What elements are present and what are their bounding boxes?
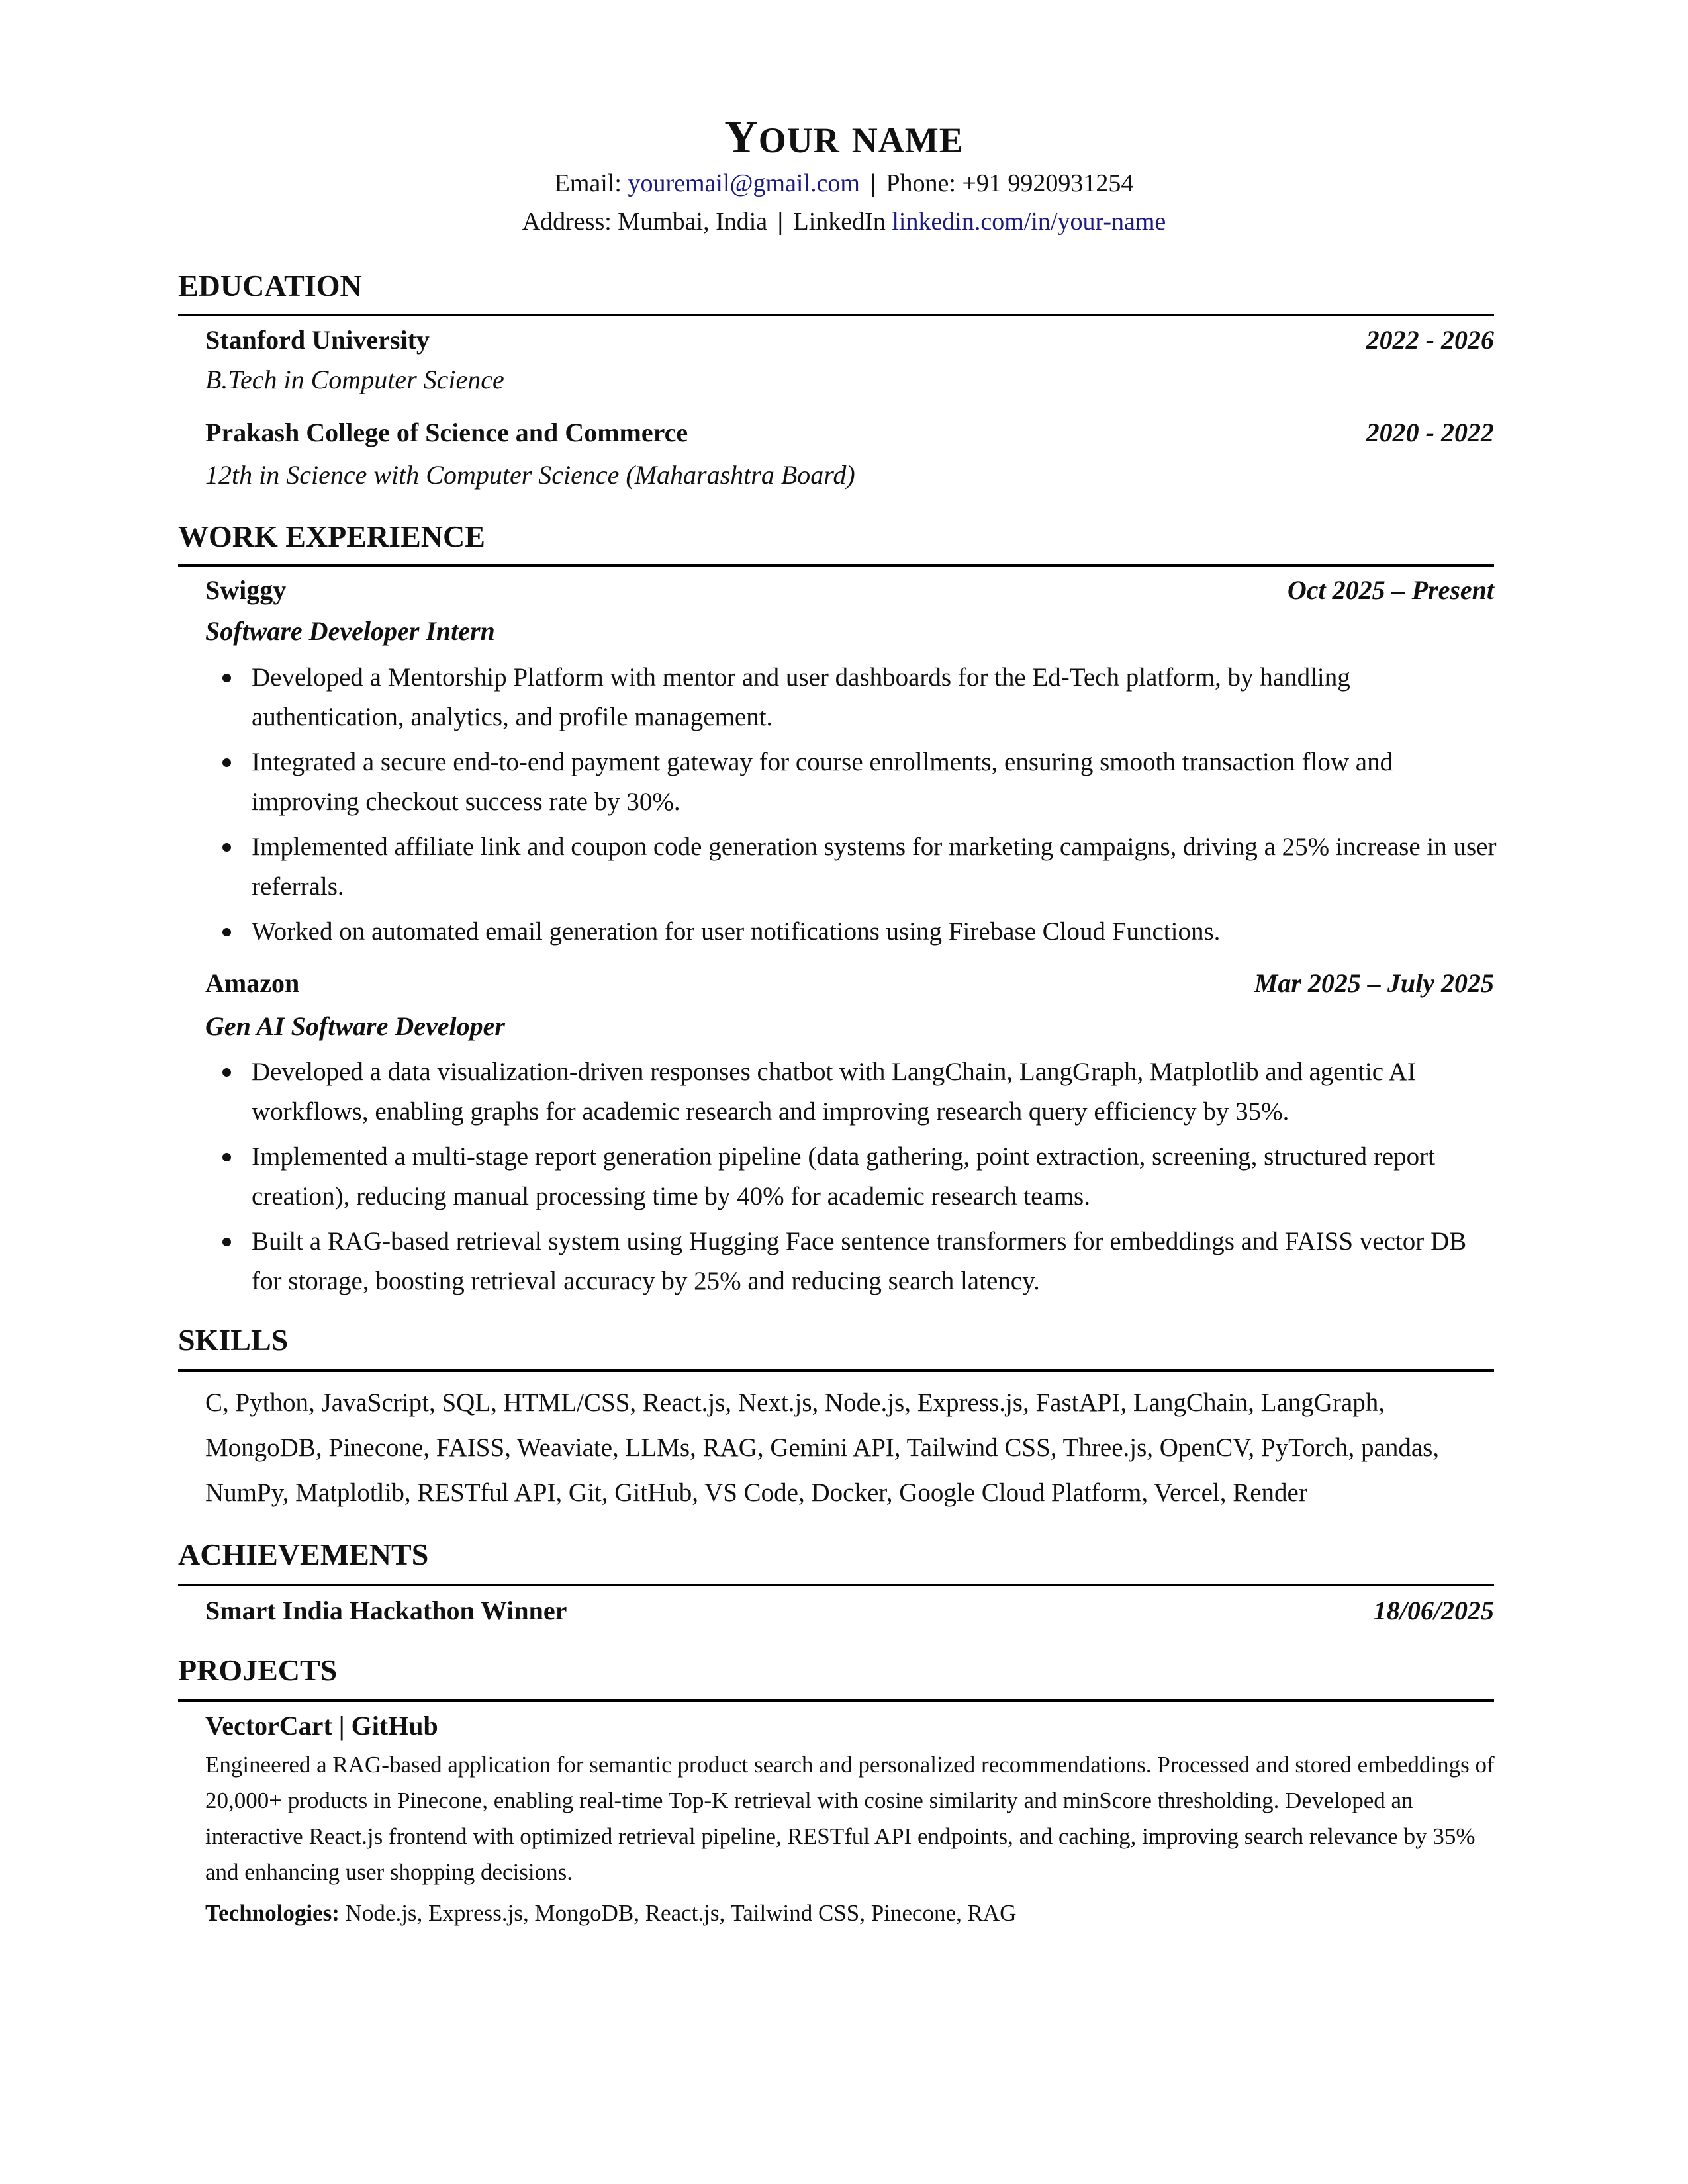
linkedin-link[interactable]: linkedin.com/in/your-name [892, 208, 1166, 236]
section-title-skills: SKILLS [178, 1323, 289, 1357]
linkedin-label: LinkedIn [793, 208, 886, 236]
achievement-entry [205, 1595, 1494, 1626]
company-name: Amazon [205, 968, 300, 998]
bullet-list [205, 1052, 1503, 1306]
name-rest: OUR [758, 120, 840, 160]
project-title [205, 1710, 438, 1741]
degree: B.Tech in Computer Science [205, 365, 504, 394]
bullet-text: Developed a Mentorship Platform with mentor and user dashboards for the Ed-Tech platform, by handling authentication, analytics, and profile management. [252, 663, 1350, 731]
achievement-date: 18/06/2025 [1373, 1596, 1494, 1625]
bullet-icon [222, 758, 231, 767]
contact-line-2 [0, 207, 1688, 236]
github-link[interactable]: GitHub [351, 1711, 438, 1741]
bullet-icon [222, 1153, 231, 1161]
bullet-item [205, 658, 1503, 737]
experience-entry [205, 574, 1494, 606]
bullet-icon [222, 843, 231, 852]
bullet-list [205, 658, 1503, 957]
education-entry [205, 324, 1494, 355]
achievement-name: Smart India Hackathon Winner [205, 1596, 567, 1625]
bullet-icon [222, 928, 231, 936]
bullet-item [205, 743, 1503, 822]
email-link[interactable]: youremail@gmail.com [628, 169, 860, 197]
experience-dates: Mar 2025 – July 2025 [1254, 968, 1494, 998]
bullet-item [205, 827, 1503, 907]
bullet-text: Implemented a multi-stage report generation pipeline (data gathering, point extraction, screening, structured report creation), reducing manual processing time by 40% for academic research teams. [252, 1142, 1435, 1210]
section-rule [178, 1584, 1494, 1586]
company-name: Swiggy [205, 575, 287, 605]
education-dates: 2020 - 2022 [1366, 418, 1494, 447]
experience-dates: Oct 2025 – Present [1287, 575, 1494, 605]
education-entry [205, 417, 1494, 448]
separator: | [870, 169, 876, 197]
section-title-experience: WORK EXPERIENCE [178, 520, 485, 553]
bullet-item [205, 1222, 1503, 1301]
separator: | [777, 208, 784, 236]
bullet-text: Implemented affiliate link and coupon code generation systems for marketing campaigns, driving a 25% increase in user referrals. [252, 833, 1497, 901]
school-name: Stanford University [205, 325, 430, 355]
school-name: Prakash College of Science and Commerce [205, 418, 688, 447]
education-dates: 2022 - 2026 [1366, 325, 1494, 355]
bullet-item [205, 1052, 1503, 1132]
address-label: Address: [522, 208, 612, 236]
bullet-icon [222, 1238, 231, 1246]
bullet-text: Integrated a secure end-to-end payment gateway for course enrollments, ensuring smooth transaction flow and improving checkout success rate by 30%. [252, 748, 1393, 816]
job-role: Gen AI Software Developer [205, 1011, 505, 1041]
experience-entry [205, 968, 1494, 999]
address-value: Mumbai, India [618, 208, 768, 236]
project-description: Engineered a RAG-based application for semantic product search and personalized recommendations. Processed and stored embeddings of 20,000+ products in Pinecone, enabling real-time Top-K retrieval with cosine similarity and minScore thresholding. Developed an interactive React.js frontend with optimized retrieval pipeline, RESTful API endpoints, and caching, improving search relevance by 35% and enhancing user shopping decisions. [205, 1752, 1495, 1885]
bullet-text: Built a RAG-based retrieval system using Hugging Face sentence transformers for embeddings and FAISS vector DB for storage, boosting retrieval accuracy by 25% and reducing search latency. [252, 1227, 1467, 1295]
phone-label: Phone: [886, 169, 956, 197]
skills-list: C, Python, JavaScript, SQL, HTML/CSS, React.js, Next.js, Node.js, Express.js, FastAPI, LangChain, LangGraph, MongoDB, Pinecone, FAISS, Weaviate, LLMs, RAG, Gemini API, Tailwind CSS, Three.js, OpenCV, PyTorch, pandas, NumPy, Matplotlib, RESTful API, Git, GitHub, VS Code, Docker, Google Cloud Platform, Vercel, Render [205, 1388, 1440, 1507]
project-name: VectorCart [205, 1711, 332, 1741]
section-rule [178, 1699, 1494, 1702]
phone-value: +91 9920931254 [962, 169, 1134, 197]
bullet-text: Worked on automated email generation for user notifications using Firebase Cloud Functions. [252, 917, 1221, 946]
name-last: NAME [851, 120, 964, 160]
bullet-text: Developed a data visualization-driven responses chatbot with LangChain, LangGraph, Matplotlib and agentic AI workflows, enabling graphs for academic research and improving research query efficiency by 35%. [252, 1058, 1416, 1126]
bullet-item [205, 1137, 1503, 1216]
separator: | [338, 1711, 345, 1741]
technologies-label: Technologies: [205, 1900, 340, 1926]
section-title-achievements: ACHIEVEMENTS [178, 1537, 429, 1571]
section-title-projects: PROJECTS [178, 1653, 338, 1687]
section-rule [178, 564, 1494, 567]
project-technologies [205, 1900, 1016, 1927]
degree: 12th in Science with Computer Science (Maharashtra Board) [205, 460, 855, 490]
contact-line-1 [0, 169, 1688, 198]
bullet-icon [222, 1068, 231, 1077]
name-initial: Y [724, 112, 759, 163]
section-rule [178, 314, 1494, 316]
email-label: Email: [554, 169, 622, 197]
section-title-education: EDUCATION [178, 269, 362, 302]
bullet-item [205, 912, 1503, 952]
name-heading [0, 111, 1688, 164]
bullet-icon [222, 674, 231, 682]
job-role: Software Developer Intern [205, 616, 495, 646]
technologies-value: Node.js, Express.js, MongoDB, React.js, Tailwind CSS, Pinecone, RAG [345, 1900, 1017, 1926]
section-rule [178, 1369, 1494, 1372]
